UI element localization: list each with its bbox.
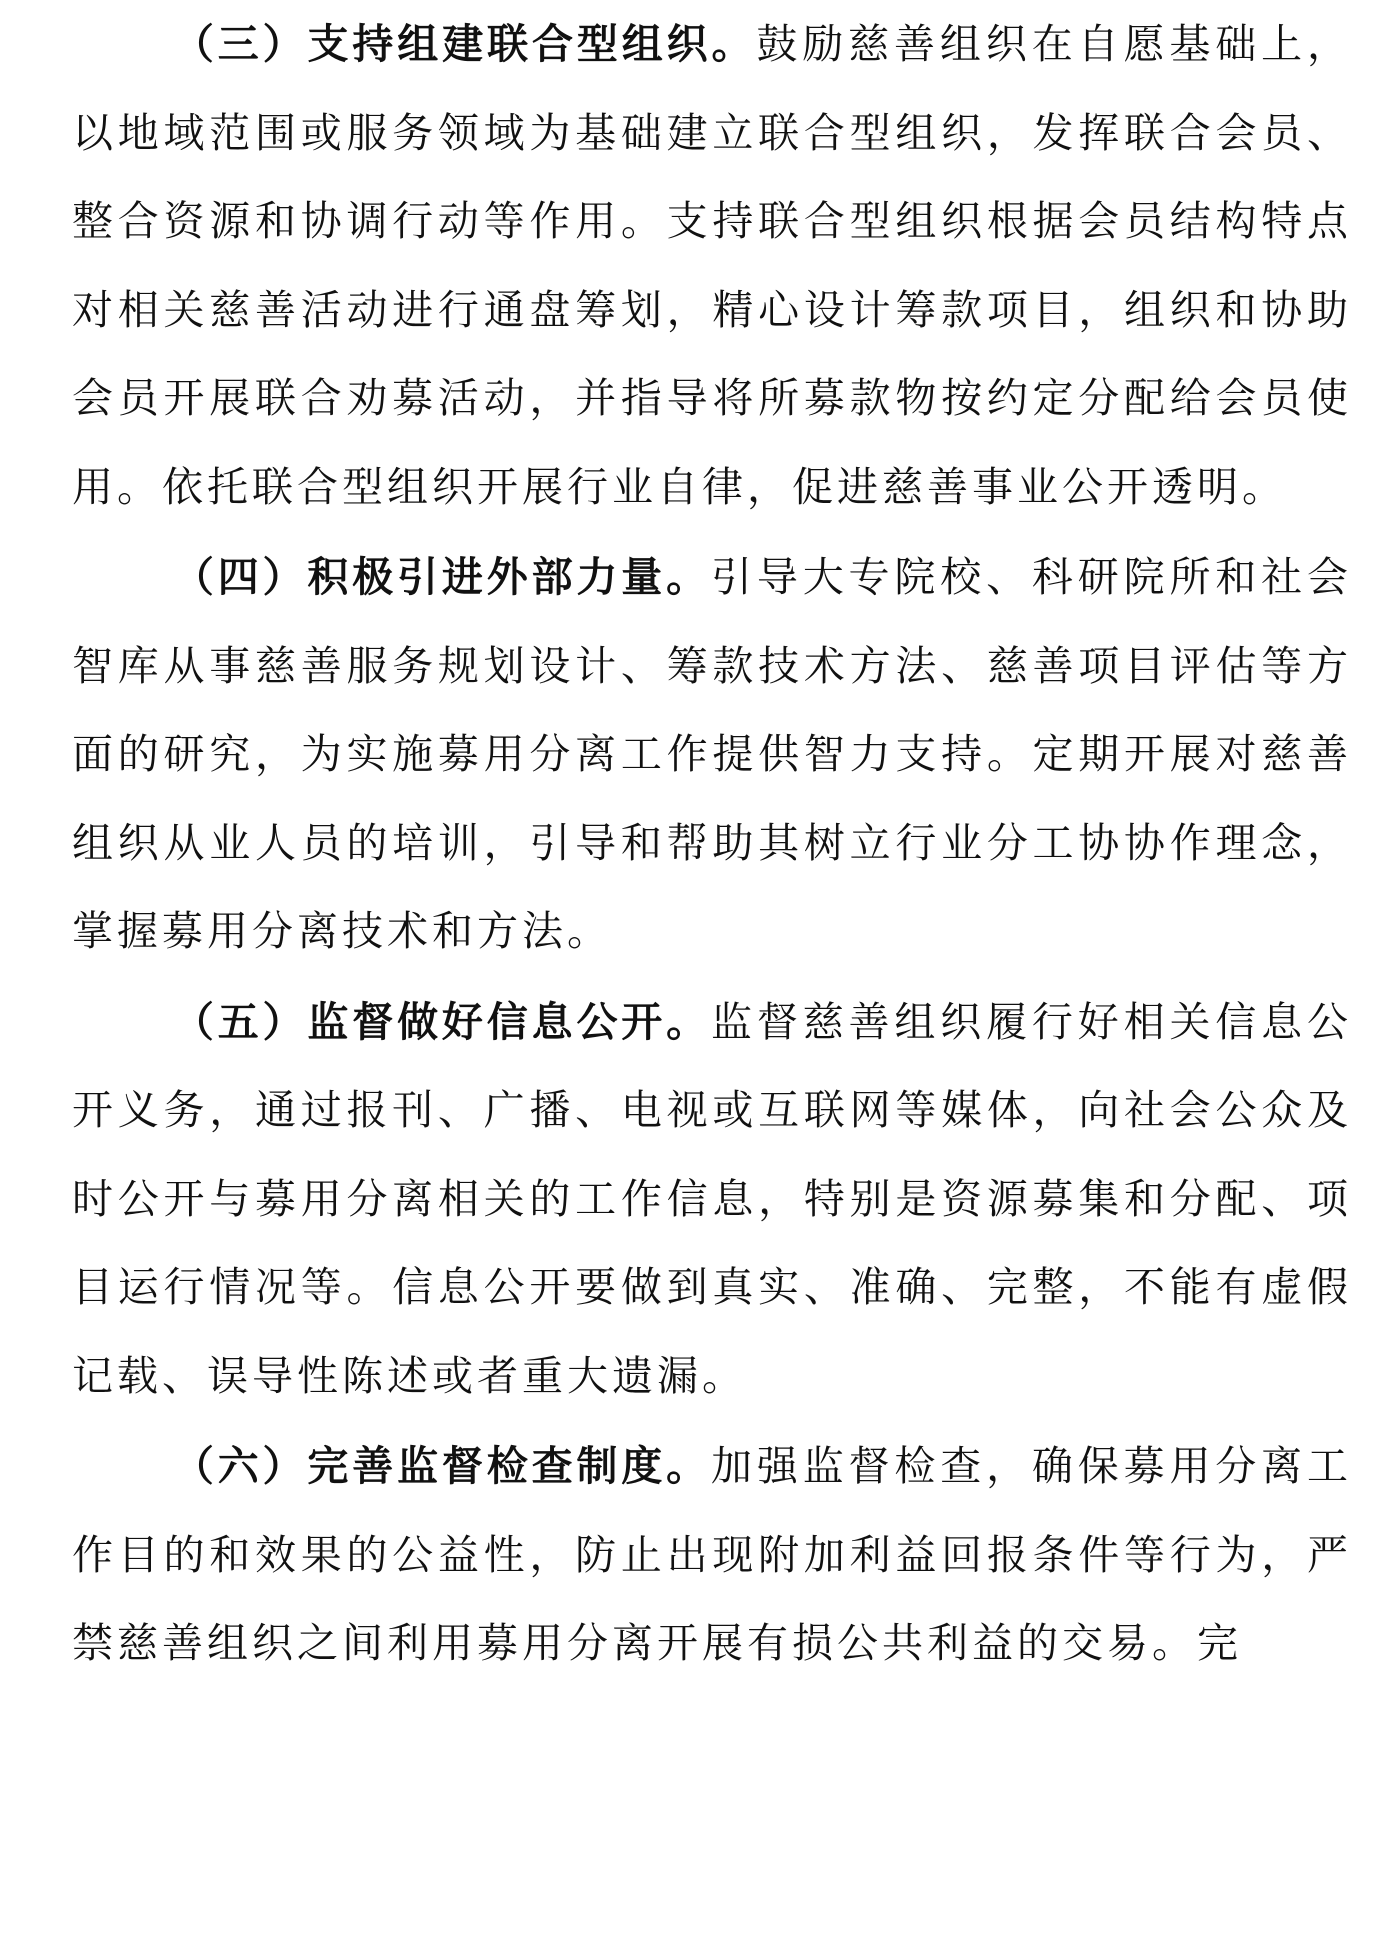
paragraph-body: 鼓励慈善组织在自愿基础上，以地域范围或服务领域为基础建立联合型组织，发挥联合会员、整合资源和协调行动等作用。支持联合型组织根据会员结构特点对相关慈善活动进行通盘筹划，精心设计筹款项目，组织和协助会员开展联合劝募活动，并指导将所募款物按约定分配给会员使用。依托联合型组织开展行业自律，促进慈善事业公开透明。 bbox=[72, 20, 1353, 511]
paragraph-4 bbox=[72, 533, 1352, 976]
paragraph-heading: （六）完善监督检查制度。 bbox=[172, 1442, 711, 1490]
paragraph-6 bbox=[72, 1422, 1352, 1688]
paragraph-heading: （五）监督做好信息公开。 bbox=[172, 997, 711, 1046]
paragraph-5 bbox=[72, 978, 1352, 1421]
paragraph-3 bbox=[72, 0, 1352, 531]
document-page bbox=[72, 0, 1352, 1688]
paragraph-body: 监督慈善组织履行好相关信息公开义务，通过报刊、广播、电视或互联网等媒体，向社会公众及时公开与募用分离相关的工作信息，特别是资源募集和分配、项目运行情况等。信息公开要做到真实、准确、完整，不能有虚假记载、误导性陈述或者重大遗漏。 bbox=[72, 997, 1352, 1400]
paragraph-heading: （三）支持组建联合型组织。 bbox=[172, 20, 757, 68]
paragraph-body: 加强监督检查，确保募用分离工作目的和效果的公益性，防止出现附加利益回报条件等行为，严禁慈善组织之间利用募用分离开展有损公共利益的交易。完 bbox=[72, 1442, 1352, 1667]
paragraph-heading: （四）积极引进外部力量。 bbox=[172, 553, 711, 601]
paragraph-body: 引导大专院校、科研院所和社会智库从事慈善服务规划设计、筹款技术方法、慈善项目评估等方面的研究，为实施募用分离工作提供智力支持。定期开展对慈善组织从业人员的培训，引导和帮助其树立行业分工协协作理念，掌握募用分离技术和方法。 bbox=[72, 553, 1352, 955]
